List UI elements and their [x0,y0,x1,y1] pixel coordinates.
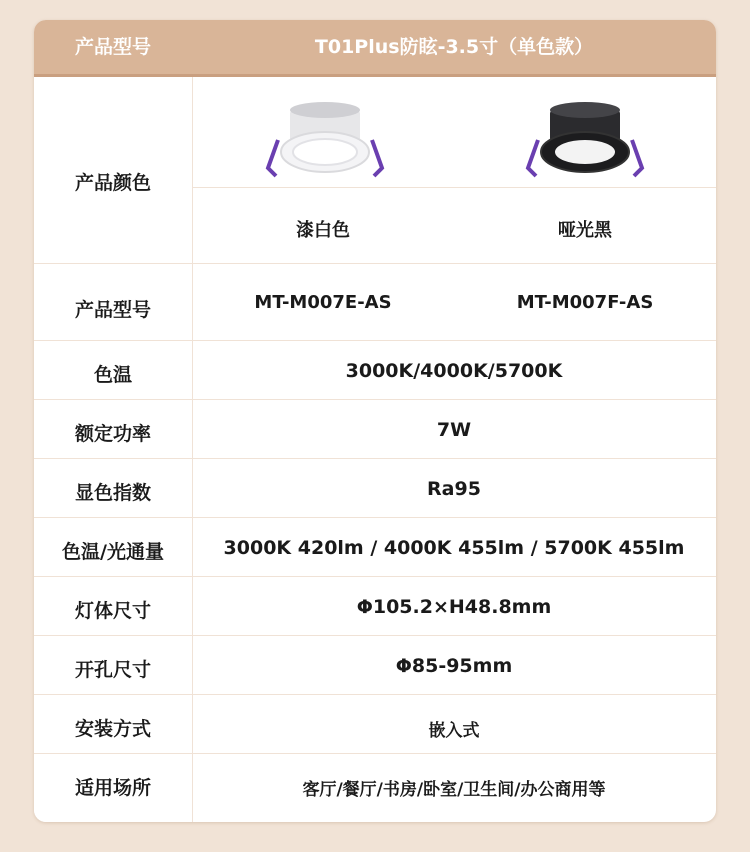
white-downlight-image [260,90,390,190]
divider [34,517,716,518]
model-label: 产品型号 [74,299,151,321]
spec-value: 嵌入式 [428,721,480,741]
spec-label: 安装方式 [74,718,151,740]
spec-value: 7W [436,419,472,441]
divider [34,753,716,754]
divider [192,187,716,188]
spec-value: Ra95 [427,478,481,500]
color-option-black: 哑光黑 [558,220,612,241]
column-divider [192,77,193,822]
spec-value: Φ105.2×H48.8mm [356,596,552,618]
table-header [34,20,716,77]
black-downlight-image [520,90,650,190]
spec-value: 3000K 420lm / 4000K 455lm / 5700K 455lm [223,537,685,559]
spec-label: 色温 [93,364,132,386]
divider [34,576,716,577]
header-label: 产品型号 [74,36,151,58]
spec-value: Φ85-95mm [395,655,513,677]
model-value-black: MT-M007F-AS [516,292,654,313]
spec-label: 适用场所 [74,777,151,799]
spec-value: 客厅/餐厅/书房/卧室/卫生间/办公商用等 [302,780,606,800]
divider [34,458,716,459]
spec-label: 显色指数 [74,482,151,504]
model-value-white: MT-M007E-AS [254,292,392,313]
divider [34,635,716,636]
divider [34,694,716,695]
color-option-white: 漆白色 [296,220,350,241]
color-label: 产品颜色 [74,172,151,194]
spec-label: 开孔尺寸 [74,659,151,681]
divider [34,263,716,264]
header-title: T01Plus防眩-3.5寸（单色款） [314,36,594,58]
spec-value: 3000K/4000K/5700K [345,360,563,382]
divider [34,399,716,400]
spec-card [34,20,716,822]
spec-label: 色温/光通量 [62,541,164,563]
spec-label: 额定功率 [74,423,151,445]
spec-label: 灯体尺寸 [74,600,151,622]
divider [34,340,716,341]
